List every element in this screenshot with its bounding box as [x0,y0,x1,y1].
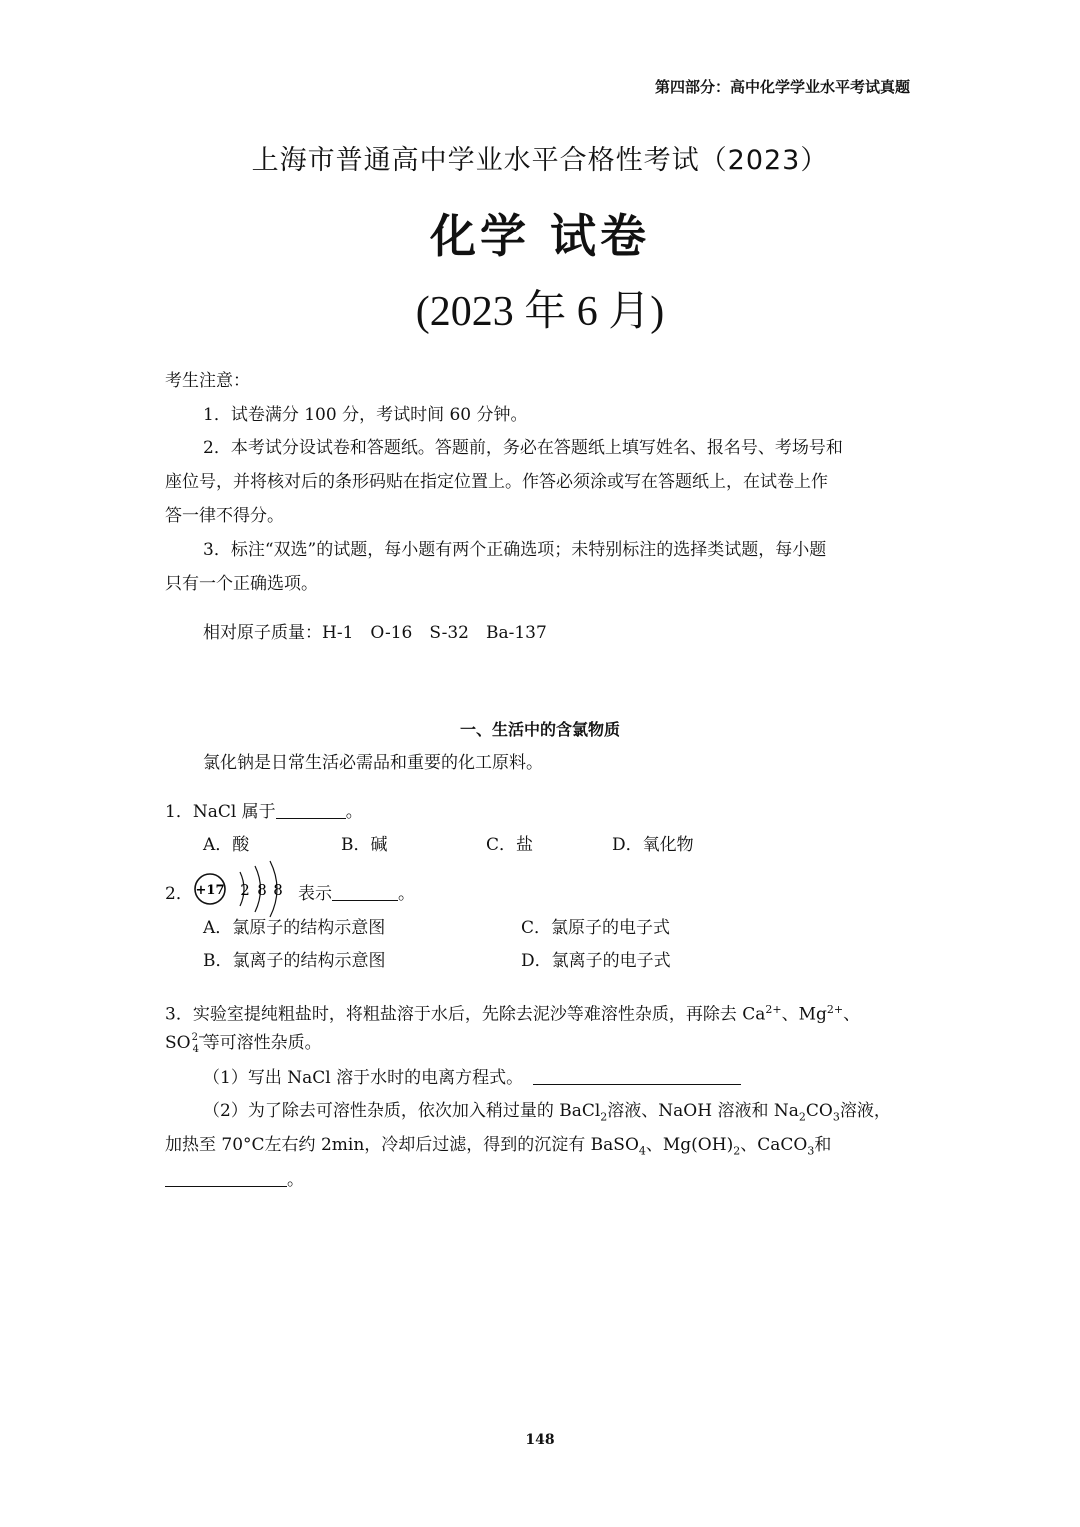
notice-item: 只有一个正确选项。 [165,574,318,594]
question-2-stem [298,884,415,904]
mg-charge: 2+ [826,1003,844,1016]
q3-text: CO [805,1101,833,1121]
q2-option-d: D．氯离子的电子式 [521,951,671,971]
shell-electrons-1: 2 [240,881,250,899]
subscript: 2 [798,1110,806,1124]
subscript: 2 [733,1144,741,1158]
answer-blank [165,1170,287,1187]
page-number: 148 [525,1432,555,1448]
q3-subquestion-2-cont [165,1135,831,1161]
q2-option-c: C．氯原子的电子式 [521,918,671,938]
section-title: 一、生活中的含氯物质 [459,720,620,739]
q3-text: 、Mg(OH) [645,1135,734,1155]
q3-text: 、CaCO [740,1135,808,1155]
q1-text-end: 。 [345,802,363,822]
subscript: 4 [638,1144,646,1158]
sulfate-formula: SO [165,1033,191,1053]
q1-text: 1．NaCl 属于 [165,802,276,822]
q3-text-end: 。 [287,1170,304,1190]
sulfate-charge: 2− [191,1032,207,1043]
chlorine-ion-structure-diagram [188,858,292,918]
q2-option-b: B．氯离子的结构示意图 [203,951,386,971]
answer-blank [533,1068,741,1085]
nucleus-charge: +17 [195,883,225,898]
sulfate-subscript: 4 [192,1044,199,1055]
shell-electrons-2: 8 [257,881,267,899]
notice-heading: 考生注意： [165,371,250,391]
q1-option-d: D．氧化物 [612,835,694,855]
subscript: 3 [807,1144,815,1158]
q1-option-c: C．盐 [486,835,534,855]
subscript: 2 [600,1110,608,1124]
q3-answer-line [165,1170,304,1190]
q1-option-b: B．碱 [341,835,388,855]
question-3-stem [165,1000,860,1025]
notice-item: 答一律不得分。 [165,506,284,526]
q2-number: 2． [165,884,193,904]
question-3-stem-cont [165,1033,322,1053]
notice-item: 2．本考试分设试卷和答题纸。答题前，务必在答题纸上填写姓名、报名号、考场号和 [203,438,843,458]
notice-item: 座位号，并将核对后的条形码贴在指定位置上。作答必须涂或写在答题纸上，在试卷上作 [165,472,828,492]
q3-text: 3．实验室提纯粗盐时，将粗盐溶于水后，先除去泥沙等难溶性杂质，再除去 Ca [165,1004,766,1025]
q2-text-end: 。 [398,884,415,904]
shell-electrons-3: 8 [273,881,283,899]
q3-text: 、Mg [781,1004,827,1025]
q3-sub1-text: （1）写出 NaCl 溶于水时的电离方程式。 [203,1068,524,1088]
exam-title: 上海市普通高中学业水平合格性考试（2023） [251,145,829,176]
q3-subquestion-1 [203,1068,741,1088]
subject-title: 化学 试卷 [429,209,650,263]
subscript: 3 [832,1110,840,1124]
q2-text: 表示 [298,884,332,904]
q3-subquestion-2 [203,1101,891,1127]
q3-text: （2）为了除去可溶性杂质，依次加入稍过量的 BaCl [203,1101,601,1121]
page-header: 第四部分：高中化学学业水平考试真题 [654,78,910,96]
q3-text: 溶液、NaOH 溶液和 Na [607,1101,799,1121]
answer-blank [276,802,346,819]
q3-text: 溶液， [839,1101,891,1121]
atomic-mass-line: 相对原子质量：H-1 O-16 S-32 Ba-137 [203,623,547,643]
q3-text: 加热至 70°C左右约 2min，冷却后过滤，得到的沉淀有 BaSO [165,1135,639,1155]
notice-item: 3．标注“双选”的试题，每小题有两个正确选项；未特别标注的选择类试题，每小题 [203,540,827,560]
q3-text: 、 [843,1004,861,1025]
q2-option-a: A．氯原子的结构示意图 [203,918,386,938]
q3-text: 等可溶性杂质。 [202,1033,322,1053]
ca-charge: 2+ [765,1003,782,1016]
q1-option-a: A．酸 [203,835,250,855]
exam-date: (2023 年 6 月) [415,289,665,335]
q3-text: 和 [814,1135,832,1155]
answer-blank [332,884,398,901]
sulfate-ion-scripts [191,1032,207,1055]
notice-item: 1．试卷满分 100 分，考试时间 60 分钟。 [203,405,528,425]
question-1-stem [165,802,363,822]
section-intro: 氯化钠是日常生活必需品和重要的化工原料。 [203,753,543,773]
